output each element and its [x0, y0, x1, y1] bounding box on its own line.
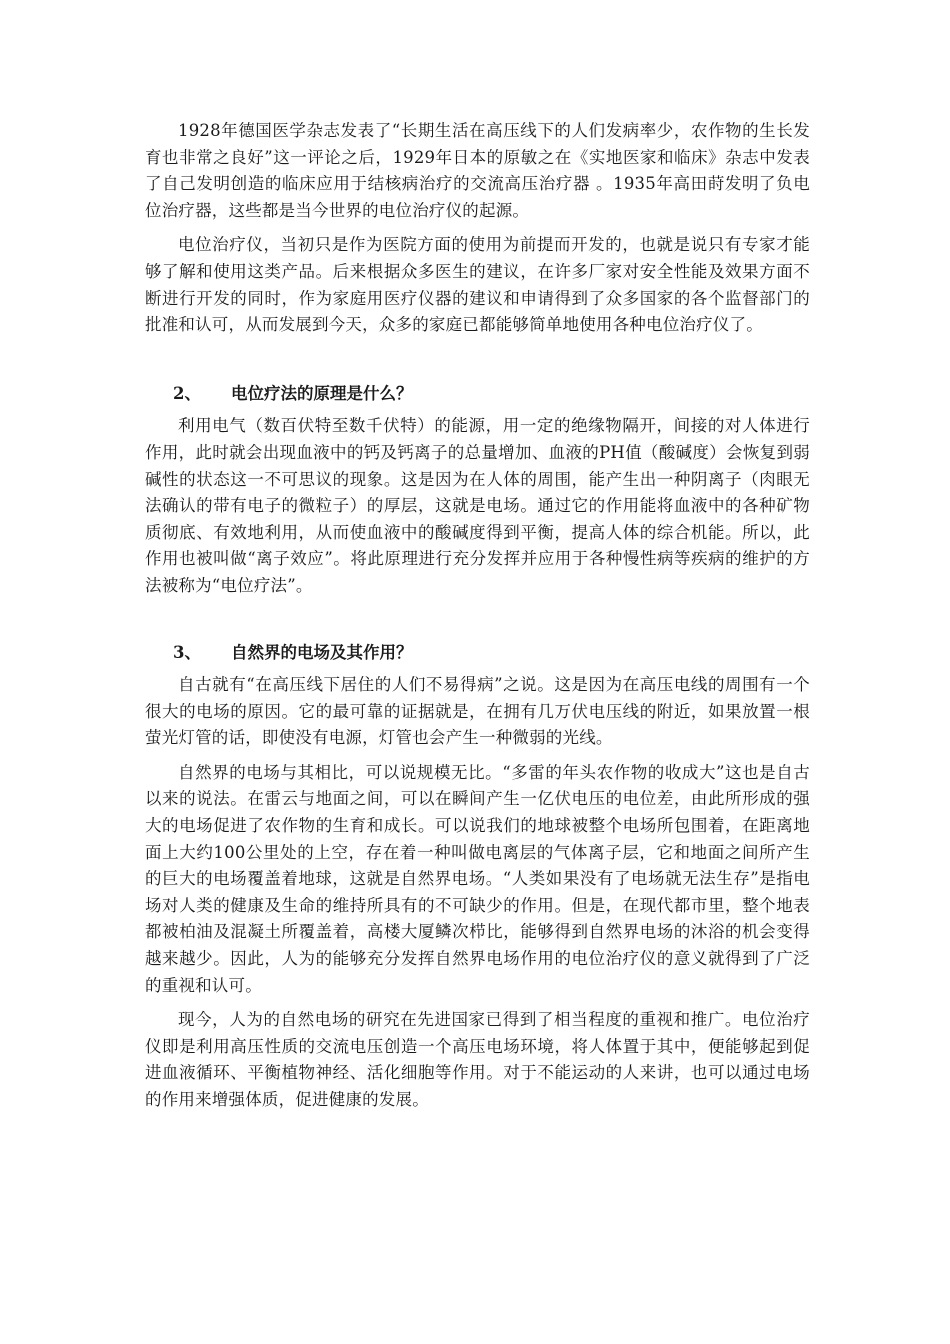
section-3-heading	[145, 640, 810, 667]
section-2-paragraph-1: 利用电气（数百伏特至数千伏特）的能源，用一定的绝缘物隔开，间接的对人体进行作用，此时就会出现血液中的钙及钙离子的总量增加、血液的PH值（酸碱度）会恢复到弱碱性的状态这一不可思议的现象。这是因为在人体的周围，能产生出一种阴离子（肉眼无法确认的带有电子的微粒子）的厚层，这就是电场。通过它的作用能将血液中的各种矿物质彻底、有效地利用，从而使血液中的酸碱度得到平衡，提高人体的综合机能。所以，此作用也被叫做“离子效应”。将此原理进行充分发挥并应用于各种慢性病等疾病的维护的方法被称为“电位疗法”。	[145, 416, 810, 595]
section-3-number: 3、	[173, 642, 201, 662]
section-2-title: 电位疗法的原理是什么？	[231, 383, 413, 403]
section-3-title: 自然界的电场及其作用？	[231, 642, 413, 662]
section-2-number: 2、	[173, 383, 201, 403]
section-2-heading	[145, 381, 810, 408]
section-3-paragraph-1: 自古就有“在高压线下居住的人们不易得病”之说。这是因为在高压电线的周围有一个很大的电场的原因。它的最可靠的证据就是，在拥有几万伏电压线的附近，如果放置一根萤光灯管的话，即使没有电源，灯管也会产生一种微弱的光线。	[145, 675, 810, 748]
spacer	[145, 347, 810, 381]
document-page	[145, 118, 810, 1122]
section-3-paragraph-2: 自然界的电场与其相比，可以说规模无比。“多雷的年头农作物的收成大”这也是自古以来的说法。在雷云与地面之间，可以在瞬间产生一亿伏电压的电位差，由此所形成的强大的电场促进了农作物的生育和成长。可以说我们的地球被整个电场所包围着，在距离地面上大约100公里处的上空，存在着一种叫做电离层的气体离子层，它和地面之间所产生的巨大的电场覆盖着地球，这就是自然界电场。“人类如果没有了电场就无法生存”是指电场对人类的健康及生命的维持所具有的不可缺少的作用。但是，在现代都市里，整个地表都被柏油及混凝土所覆盖着，高楼大厦鳞次栉比，能够得到自然界电场的沐浴的机会变得越来越少。因此，人为的能够充分发挥自然界电场作用的电位治疗仪的意义就得到了广泛的重视和认可。	[145, 762, 810, 995]
intro-paragraph-1: 1928年德国医学杂志发表了“长期生活在高压线下的人们发病率少，农作物的生长发育也非常之良好”这一评论之后，1929年日本的原敏之在《实地医家和临床》杂志中发表了自己发明创造的临床应用于结核病治疗的交流高压治疗器 。1935年高田莳发明了负电位治疗器，这些都是当今世界的电位治疗仪的起源。	[145, 121, 810, 220]
intro-paragraph-2: 电位治疗仪，当初只是作为医院方面的使用为前提而开发的，也就是说只有专家才能够了解和使用这类产品。后来根据众多医生的建议，在许多厂家对安全性能及效果方面不断进行开发的同时，作为家庭用医疗仪器的建议和申请得到了众多国家的各个监督部门的批准和认可，从而发展到今天，众多的家庭已都能够简单地使用各种电位治疗仪了。	[145, 235, 810, 335]
section-3-paragraph-3: 现今，人为的自然电场的研究在先进国家已得到了相当程度的重视和推广。电位治疗仪即是利用高压性质的交流电压创造一个高压电场环境，将人体置于其中，便能够起到促进血液循环、平衡植物神经、活化细胞等作用。对于不能运动的人来讲，也可以通过电场的作用来增强体质，促进健康的发展。	[145, 1010, 810, 1109]
spacer	[145, 608, 810, 640]
